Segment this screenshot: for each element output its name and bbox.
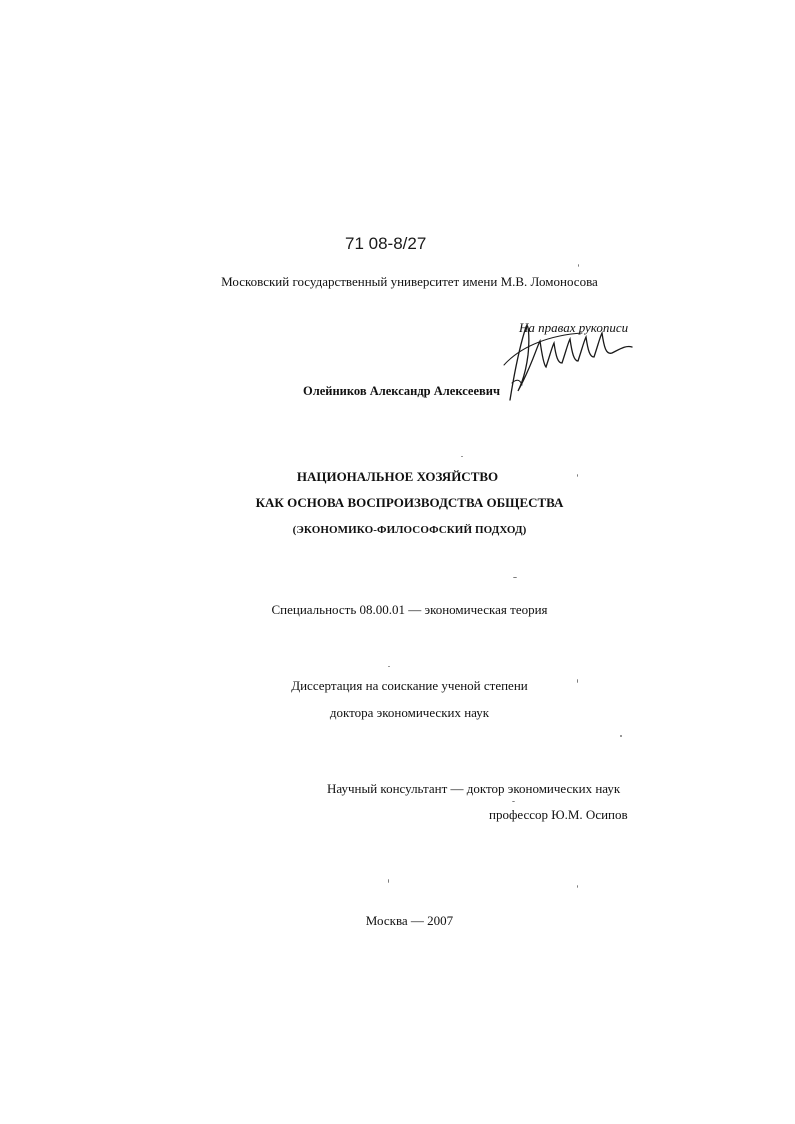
consultant-line-1: Научный консультант — доктор экономических наук xyxy=(327,781,621,796)
city-year: Москва — 2007 xyxy=(365,913,454,928)
title-line-1: НАЦИОНАЛЬНОЕ ХОЗЯЙСТВО xyxy=(296,469,499,484)
handwritten-signature-icon xyxy=(492,305,642,405)
scan-speck xyxy=(513,577,517,578)
consultant-line-2: профессор Ю.М. Осипов xyxy=(489,807,628,822)
title-line-3: (ЭКОНОМИКО-ФИЛОСОФСКИЙ ПОДХОД) xyxy=(292,524,527,536)
university-name: Московский государственный университет имени М.В. Ломоносова xyxy=(221,274,598,289)
author-name: Олейников Александр Алексеевич xyxy=(302,384,501,398)
catalog-number: 71 08-8/27 xyxy=(345,234,427,253)
dissertation-line-2: доктора экономических наук xyxy=(329,705,490,720)
scan-speck xyxy=(388,879,389,883)
speciality: Специальность 08.00.01 — экономическая теория xyxy=(271,602,548,617)
scan-speck xyxy=(577,885,578,888)
scan-speck xyxy=(578,264,579,267)
scan-speck xyxy=(461,456,463,457)
scan-speck xyxy=(577,474,578,477)
scan-speck xyxy=(620,735,622,737)
scan-speck xyxy=(388,666,390,667)
manuscript-note: На правах рукописи xyxy=(519,320,629,335)
title-line-2: КАК ОСНОВА ВОСПРОИЗВОДСТВА ОБЩЕСТВА xyxy=(255,495,564,510)
dissertation-line-1: Диссертация на соискание ученой степени xyxy=(291,678,528,693)
scan-speck xyxy=(577,679,578,683)
scan-speck xyxy=(512,801,515,802)
